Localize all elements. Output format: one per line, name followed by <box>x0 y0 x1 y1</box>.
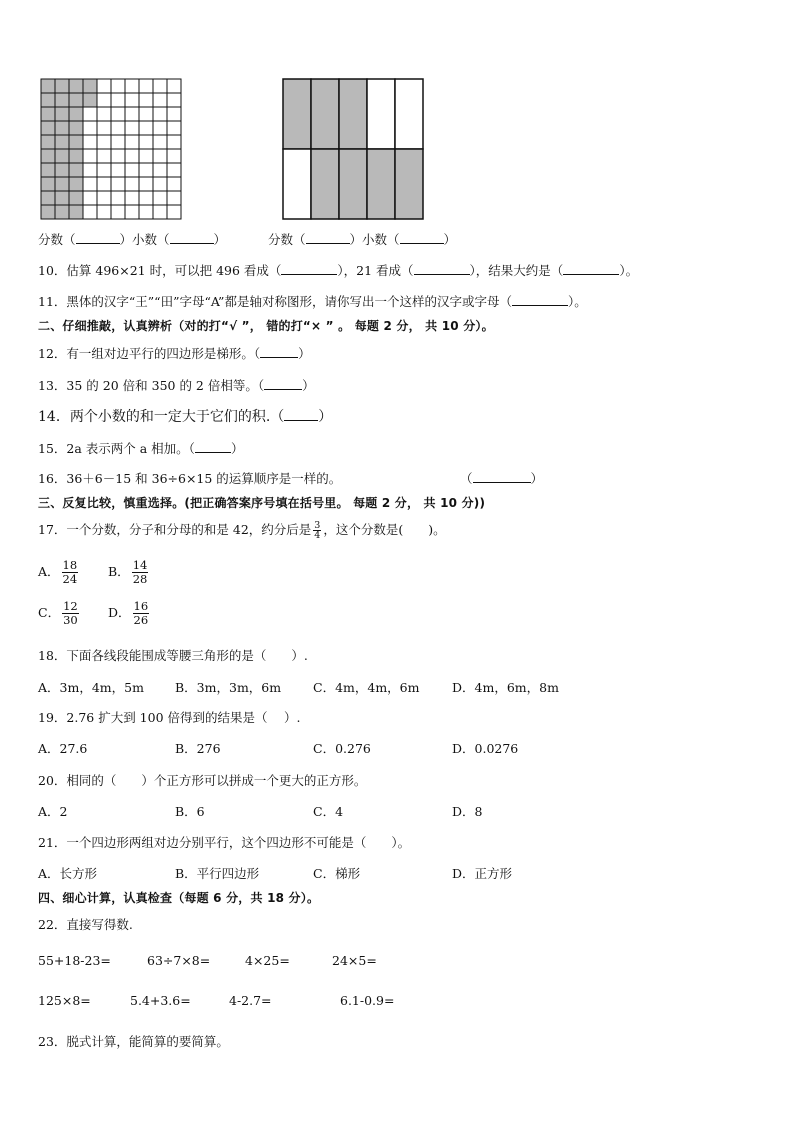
question-18: 18．下面各线段能围成等腰三角形的是（ ）. <box>38 648 308 663</box>
grid-cell <box>153 177 167 191</box>
grid-cell <box>69 163 83 177</box>
right-close: ） <box>443 232 457 247</box>
grid-cell <box>69 177 83 191</box>
grid-cell <box>153 79 167 93</box>
q21-option-c[interactable]: C．梯形 <box>313 866 361 881</box>
grid-cell <box>139 191 153 205</box>
grid-cell <box>55 135 69 149</box>
grid-cell <box>111 177 125 191</box>
q14-text: 14．两个小数的和一定大于它们的积.（ <box>38 409 285 425</box>
grid-cell <box>111 191 125 205</box>
grid-cell <box>55 191 69 205</box>
q14-close: ） <box>318 409 333 425</box>
q22-item-5: 125×8= <box>38 993 91 1008</box>
q22-item-7: 4-2.7= <box>229 993 272 1008</box>
shaded-rectangle <box>367 149 395 219</box>
grid-cell <box>139 205 153 219</box>
unshaded-rectangle <box>367 79 395 149</box>
q20-option-b[interactable]: B．6 <box>175 804 205 819</box>
grid-cell <box>153 121 167 135</box>
question-16 <box>38 469 341 487</box>
shaded-rectangle <box>311 79 339 149</box>
q11-blank[interactable] <box>512 294 568 306</box>
grid-cell <box>41 191 55 205</box>
grid-cell <box>139 177 153 191</box>
q17-fraction-num: 3 <box>314 519 321 531</box>
q17-d-den: 26 <box>133 613 149 627</box>
grid-cell <box>167 79 181 93</box>
grid-cell <box>97 149 111 163</box>
grid-cell <box>55 107 69 121</box>
section-2-heading: 二、仔细推敲，认真辨析（对的打“√ ”， 错的打“× ” 。 每题 2 分， 共 10 分）。 <box>38 319 494 333</box>
q15-blank[interactable] <box>195 441 231 453</box>
grid-cell <box>41 149 55 163</box>
q19-option-a[interactable]: A．27.6 <box>38 741 88 756</box>
q18-option-d[interactable]: D．4m，6m，8m <box>452 680 559 695</box>
grid-cell <box>97 163 111 177</box>
q22-item-6: 5.4+3.6= <box>130 993 191 1008</box>
grid-cell <box>83 79 97 93</box>
grid-cell <box>55 205 69 219</box>
q17-c-num: 12 <box>63 599 78 613</box>
grid-cell <box>83 93 97 107</box>
grid-cell <box>69 121 83 135</box>
grid-cell <box>125 93 139 107</box>
q21-option-a[interactable]: A．长方形 <box>38 866 98 881</box>
q12-blank[interactable] <box>260 346 298 358</box>
left-fraction-label: 分数（ <box>38 232 76 247</box>
grid-cell <box>125 191 139 205</box>
q18-option-c[interactable]: C．4m，4m，6m <box>313 680 420 695</box>
shaded-rectangle <box>395 149 423 219</box>
q16-open: （ <box>460 471 473 486</box>
q13-text: 13．35 的 20 倍和 350 的 2 倍相等。（ <box>38 378 265 393</box>
q17-fraction <box>313 521 321 541</box>
grid-cell <box>41 135 55 149</box>
grid-cell <box>125 163 139 177</box>
grid-cell <box>97 205 111 219</box>
q22-item-8: 6.1-0.9= <box>340 993 395 1008</box>
grid-cell <box>97 177 111 191</box>
grid-cell <box>139 149 153 163</box>
grid-cell <box>111 121 125 135</box>
grid-cell <box>83 149 97 163</box>
q15-text: 15．2a 表示两个 a 相加。（ <box>38 441 195 456</box>
q20-option-a[interactable]: A．2 <box>38 804 68 819</box>
grid-cell <box>125 149 139 163</box>
grid-cell <box>111 93 125 107</box>
left-decimal-label: ）小数（ <box>119 232 170 247</box>
grid-cell <box>69 205 83 219</box>
section-3-heading: 三、反复比较，慎重选择。(把正确答案序号填在括号里。 每题 2 分， 共 10 分)) <box>38 496 486 510</box>
grid-cell <box>55 93 69 107</box>
grid-cell <box>167 149 181 163</box>
grid-cell <box>167 177 181 191</box>
grid-cell <box>97 107 111 121</box>
grid-cell <box>153 163 167 177</box>
right-decimal-label: ）小数（ <box>349 232 400 247</box>
q18-option-a[interactable]: A．3m，4m，5m <box>38 680 144 695</box>
grid-cell <box>69 93 83 107</box>
grid-cell <box>83 135 97 149</box>
q13-close: ） <box>302 378 315 393</box>
grid-cell <box>167 121 181 135</box>
grid-cell <box>111 163 125 177</box>
grid-cell <box>83 121 97 135</box>
question-21: 21．一个四边形两组对边分别平行，这个四边形不可能是（ ）。 <box>38 835 411 850</box>
grid-cell <box>97 93 111 107</box>
ten-rectangles-figure <box>282 78 424 220</box>
grid-cell <box>41 205 55 219</box>
q20-option-d[interactable]: D．8 <box>452 804 483 819</box>
shaded-rectangle <box>311 149 339 219</box>
q17-text-1: 17．一个分数，分子和分母的和是 42，约分后是 <box>38 522 312 537</box>
grid-cell <box>41 107 55 121</box>
grid-cell <box>167 93 181 107</box>
left-decimal-blank[interactable] <box>170 232 214 244</box>
q17-c-den: 30 <box>63 613 78 627</box>
q10-text-4: ）。 <box>619 263 639 278</box>
section-4-heading: 四、细心计算，认真检查（每题 6 分，共 18 分）。 <box>38 891 320 905</box>
grid-cell <box>41 177 55 191</box>
q17-b-den: 28 <box>132 572 148 586</box>
q17-option-c[interactable] <box>38 600 81 627</box>
grid-cell <box>139 93 153 107</box>
shaded-rectangle <box>339 149 367 219</box>
q13-blank[interactable] <box>264 378 302 390</box>
grid-cell <box>125 79 139 93</box>
grid-cell <box>97 121 111 135</box>
q10-text-1: 10．估算 496×21 时，可以把 496 看成（ <box>38 263 282 278</box>
right-fraction-blank[interactable] <box>306 232 350 244</box>
question-20: 20．相同的（ ）个正方形可以拼成一个更大的正方形。 <box>38 773 367 788</box>
hundred-grid-figure <box>40 78 182 220</box>
q11-text-1: 11．黑体的汉字“王”“田”字母“A”都是轴对称图形，请你写出一个这样的汉字或字母（ <box>38 294 512 309</box>
question-12 <box>38 344 311 362</box>
grid-cell <box>55 177 69 191</box>
grid-cell <box>83 177 97 191</box>
q16-answer <box>460 469 543 487</box>
question-10 <box>38 261 638 279</box>
q19-option-d[interactable]: D．0.0276 <box>452 741 519 756</box>
grid-cell <box>69 79 83 93</box>
q17-option-c-label: C． <box>38 605 61 620</box>
grid-cell <box>111 135 125 149</box>
question-19: 19．2.76 扩大到 100 倍得到的结果是（ ）. <box>38 710 301 725</box>
right-figure-labels <box>268 230 456 248</box>
q15-close: ） <box>230 441 244 456</box>
q16-close: ） <box>530 471 544 486</box>
grid-cell <box>55 79 69 93</box>
grid-cell <box>167 107 181 121</box>
grid-cell <box>69 107 83 121</box>
grid-cell <box>167 163 181 177</box>
q17-d-num: 16 <box>133 599 149 613</box>
q19-option-c[interactable]: C．0.276 <box>313 741 371 756</box>
q17-option-a[interactable] <box>38 559 80 586</box>
left-fraction-blank[interactable] <box>76 232 120 244</box>
q17-a-den: 24 <box>62 572 78 586</box>
q10-blank-1[interactable] <box>281 263 337 275</box>
q17-fraction-den: 4 <box>314 530 321 541</box>
q17-option-d-label: D． <box>108 605 131 620</box>
grid-cell <box>125 121 139 135</box>
grid-cell <box>55 163 69 177</box>
grid-cell <box>97 191 111 205</box>
q22-item-4: 24×5= <box>332 953 377 968</box>
q10-text-2: ），21 看成（ <box>337 263 414 278</box>
grid-cell <box>111 205 125 219</box>
q19-option-b[interactable]: B．276 <box>175 741 221 756</box>
q17-text-2: ，这个分数是( )。 <box>323 522 446 537</box>
left-figure-labels <box>38 230 226 248</box>
grid-cell <box>153 107 167 121</box>
question-14 <box>38 406 332 426</box>
q17-option-d[interactable] <box>108 600 151 627</box>
q10-text-3: ），结果大约是（ <box>469 263 564 278</box>
grid-cell <box>83 107 97 121</box>
grid-cell <box>69 191 83 205</box>
q16-blank[interactable] <box>473 471 531 483</box>
question-13 <box>38 376 315 394</box>
grid-cell <box>139 121 153 135</box>
q22-item-1: 55+18-23= <box>38 953 111 968</box>
q10-blank-3[interactable] <box>563 263 619 275</box>
grid-cell <box>153 93 167 107</box>
shaded-rectangle <box>283 79 311 149</box>
unshaded-rectangle <box>283 149 311 219</box>
q20-option-c[interactable]: C．4 <box>313 804 344 819</box>
grid-cell <box>111 107 125 121</box>
grid-cell <box>55 121 69 135</box>
grid-cell <box>83 191 97 205</box>
grid-cell <box>97 79 111 93</box>
q12-text: 12．有一组对边平行的四边形是梯形。（ <box>38 346 261 361</box>
q21-option-b[interactable]: B．平行四边形 <box>175 866 260 881</box>
q17-a-num: 18 <box>62 558 78 572</box>
question-17 <box>38 520 446 541</box>
q17-option-b[interactable] <box>108 559 150 586</box>
unshaded-rectangle <box>395 79 423 149</box>
shaded-rectangle <box>339 79 367 149</box>
q18-option-b[interactable]: B．3m，3m，6m <box>175 680 282 695</box>
q17-option-c-fraction <box>62 600 79 627</box>
grid-cell <box>139 79 153 93</box>
grid-cell <box>111 149 125 163</box>
question-11 <box>38 292 587 310</box>
grid-cell <box>125 107 139 121</box>
grid-cell <box>125 177 139 191</box>
question-15 <box>38 439 243 457</box>
grid-cell <box>55 149 69 163</box>
grid-cell <box>41 79 55 93</box>
grid-cell <box>41 93 55 107</box>
q17-option-b-label: B． <box>108 564 130 579</box>
q10-blank-2[interactable] <box>414 263 470 275</box>
question-23: 23．脱式计算，能简算的要简算。 <box>38 1034 229 1049</box>
q17-option-b-fraction <box>132 559 149 586</box>
q17-option-a-fraction <box>62 559 79 586</box>
q21-option-d[interactable]: D．正方形 <box>452 866 513 881</box>
grid-cell <box>125 205 139 219</box>
q17-option-a-label: A． <box>38 564 60 579</box>
grid-cell <box>167 205 181 219</box>
grid-cell <box>83 205 97 219</box>
grid-cell <box>41 121 55 135</box>
q22-item-2: 63÷7×8= <box>147 953 211 968</box>
question-22: 22．直接写得数. <box>38 917 133 932</box>
left-close: ） <box>213 232 227 247</box>
right-fraction-label: 分数（ <box>268 232 306 247</box>
grid-cell <box>153 205 167 219</box>
grid-cell <box>153 135 167 149</box>
grid-cell <box>167 191 181 205</box>
q17-b-num: 14 <box>132 558 148 572</box>
grid-cell <box>41 163 55 177</box>
grid-cell <box>69 149 83 163</box>
q17-option-d-fraction <box>133 600 150 627</box>
grid-cell <box>139 135 153 149</box>
grid-cell <box>153 149 167 163</box>
grid-cell <box>125 135 139 149</box>
grid-cell <box>111 79 125 93</box>
grid-cell <box>83 163 97 177</box>
grid-cell <box>97 135 111 149</box>
q22-item-3: 4×25= <box>245 953 290 968</box>
grid-cell <box>139 107 153 121</box>
grid-cell <box>69 135 83 149</box>
grid-cell <box>167 135 181 149</box>
grid-cell <box>139 163 153 177</box>
q12-close: ） <box>298 346 311 361</box>
q14-blank[interactable] <box>284 409 318 421</box>
grid-cell <box>153 191 167 205</box>
q16-text: 16．36＋6－15 和 36÷6×15 的运算顺序是一样的。 <box>38 471 342 486</box>
right-decimal-blank[interactable] <box>400 232 444 244</box>
q11-text-2: ）。 <box>567 294 587 309</box>
